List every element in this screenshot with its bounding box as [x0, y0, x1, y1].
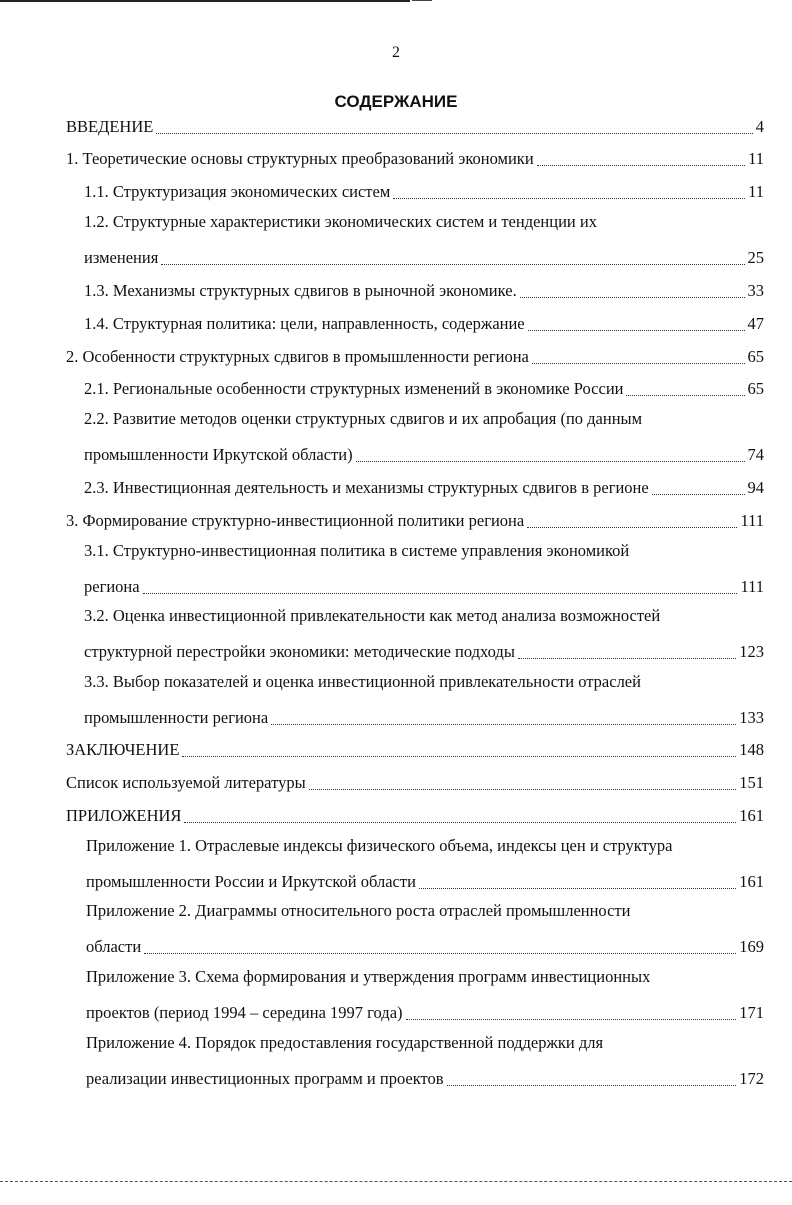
toc-entry-page: 65 [747, 346, 764, 366]
toc-entry-page: 169 [739, 936, 764, 956]
toc-entry-section-1-2 [84, 245, 764, 268]
toc-entry-text: ВВЕДЕНИЕ [66, 116, 154, 136]
toc-entry-appendix-3 [86, 1000, 764, 1023]
toc-entry-section-2-2 [84, 442, 764, 465]
toc-entry-section-3-1-line1: 3.1. Структурно-инвестиционная политика в системе управления экономикой [84, 541, 630, 560]
page-number: 2 [392, 44, 400, 61]
toc-entry-section-3-3 [84, 705, 764, 728]
toc-entry-text: 2. Особенности структурных сдвигов в промышленности региона [66, 346, 529, 366]
toc-entry-section-3-2-line1: 3.2. Оценка инвестиционной привлекательности как метод анализа возможностей [84, 606, 661, 625]
leader-dots [652, 477, 745, 495]
toc-entry-page: 133 [739, 707, 764, 727]
toc-entry-text: изменения [84, 247, 159, 267]
leader-dots [518, 641, 736, 659]
leader-dots [184, 805, 736, 823]
toc-entry-text: 1. Теоретические основы структурных преобразований экономики [66, 148, 534, 168]
toc-entry-section-3-3-line1: 3.3. Выбор показателей и оценка инвестиционной привлекательности отраслей [84, 672, 641, 691]
leader-dots [626, 378, 744, 396]
leader-dots [143, 576, 738, 594]
leader-dots [309, 772, 737, 790]
toc-entry-conclusion [66, 737, 764, 760]
toc-entry-text: реализации инвестиционных программ и проектов [86, 1068, 444, 1088]
leader-dots [144, 936, 736, 954]
toc-entry-text: проектов (период 1994 – середина 1997 года) [86, 1002, 403, 1022]
toc-entry-text: 2.3. Инвестиционная деятельность и механизмы структурных сдвигов в регионе [84, 477, 649, 497]
toc-entry-section-1-3 [84, 278, 764, 301]
toc-entry-page: 161 [739, 805, 764, 825]
leader-dots [393, 181, 745, 199]
toc-entry-page: 47 [747, 313, 764, 333]
toc-entry-page: 65 [747, 378, 764, 398]
leader-dots [447, 1068, 737, 1086]
toc-entry-page: 148 [739, 739, 764, 759]
toc-entry-appendices [66, 803, 764, 826]
leader-dots [532, 346, 745, 364]
toc-entry-chapter-1 [66, 146, 764, 169]
toc-entry-text: структурной перестройки экономики: методические подходы [84, 641, 515, 661]
leader-dots [527, 510, 737, 528]
toc-entry-page: 11 [748, 181, 764, 201]
toc-entry-text: ЗАКЛЮЧЕНИЕ [66, 739, 180, 759]
toc-entry-page: 94 [747, 477, 764, 497]
toc-entry-page: 11 [748, 148, 764, 168]
leader-dots [356, 444, 745, 462]
toc-entry-text: области [86, 936, 142, 956]
toc-entry-appendix-4-line1: Приложение 4. Порядок предоставления государственной поддержки для [86, 1033, 604, 1052]
toc-entry-page: 171 [739, 1002, 764, 1022]
toc-entry-page: 74 [747, 444, 764, 464]
top-border-line-fragment [412, 0, 432, 1]
toc-entry-text: ПРИЛОЖЕНИЯ [66, 805, 182, 825]
toc-entry-intro [66, 114, 764, 137]
toc-entry-text: 3. Формирование структурно-инвестиционной политики региона [66, 510, 525, 530]
toc-entry-section-1-4 [84, 311, 764, 334]
toc-entry-appendix-1-line1: Приложение 1. Отраслевые индексы физического объема, индексы цен и структура [86, 836, 673, 855]
toc-entry-page: 161 [739, 871, 764, 891]
leader-dots [419, 871, 736, 889]
toc-entry-section-2-3 [84, 475, 764, 498]
leader-dots [528, 313, 745, 331]
toc-entry-page: 151 [739, 772, 764, 792]
toc-entry-text: промышленности региона [84, 707, 269, 727]
bottom-border-line [0, 1181, 792, 1182]
page-title: СОДЕРЖАНИЕ [334, 92, 458, 111]
toc-entry-text: 2.1. Региональные особенности структурных изменений в экономике России [84, 378, 624, 398]
toc-entry-appendix-2 [86, 934, 764, 957]
toc-entry-page: 25 [747, 247, 764, 267]
toc-entry-appendix-3-line1: Приложение 3. Схема формирования и утверждения программ инвестиционных [86, 967, 651, 986]
leader-dots [182, 739, 736, 757]
leader-dots [271, 707, 736, 725]
toc-entry-chapter-2 [66, 344, 764, 367]
toc-entry-appendix-2-line1: Приложение 2. Диаграммы относительного роста отраслей промышленности [86, 901, 631, 920]
toc-entry-appendix-1 [86, 869, 764, 892]
leader-dots [406, 1002, 737, 1020]
toc-entry-page: 4 [755, 116, 764, 136]
toc-entry-text: промышленности Иркутской области) [84, 444, 353, 464]
top-border-line [0, 0, 410, 2]
toc-entry-section-2-1 [84, 376, 764, 399]
toc-entry-section-1-1 [84, 179, 764, 202]
toc-entry-chapter-3 [66, 508, 764, 531]
toc-entry-text: 1.3. Механизмы структурных сдвигов в рыночной экономике. [84, 280, 517, 300]
leader-dots [156, 116, 752, 134]
toc-entry-appendix-4 [86, 1066, 764, 1089]
toc-entry-page: 33 [747, 280, 764, 300]
toc-entry-text: 1.4. Структурная политика: цели, направленность, содержание [84, 313, 525, 333]
leader-dots [161, 247, 744, 265]
toc-entry-literature [66, 770, 764, 793]
toc-entry-page: 123 [739, 641, 764, 661]
toc-entry-page: 111 [740, 510, 764, 530]
toc-entry-page: 111 [740, 576, 764, 596]
toc-entry-section-3-2 [84, 639, 764, 662]
toc-entry-section-2-2-line1: 2.2. Развитие методов оценки структурных сдвигов и их апробация (по данным [84, 409, 643, 428]
toc-entry-text: региона [84, 576, 140, 596]
toc-entry-section-3-1 [84, 574, 764, 597]
toc-entry-text: промышленности России и Иркутской области [86, 871, 416, 891]
leader-dots [520, 280, 745, 298]
toc-entry-text: Список используемой литературы [66, 772, 306, 792]
toc-entry-text: 1.1. Структуризация экономических систем [84, 181, 391, 201]
toc-entry-section-1-2-line1: 1.2. Структурные характеристики экономических систем и тенденции их [84, 212, 597, 231]
toc-entry-page: 172 [739, 1068, 764, 1088]
leader-dots [537, 148, 745, 166]
